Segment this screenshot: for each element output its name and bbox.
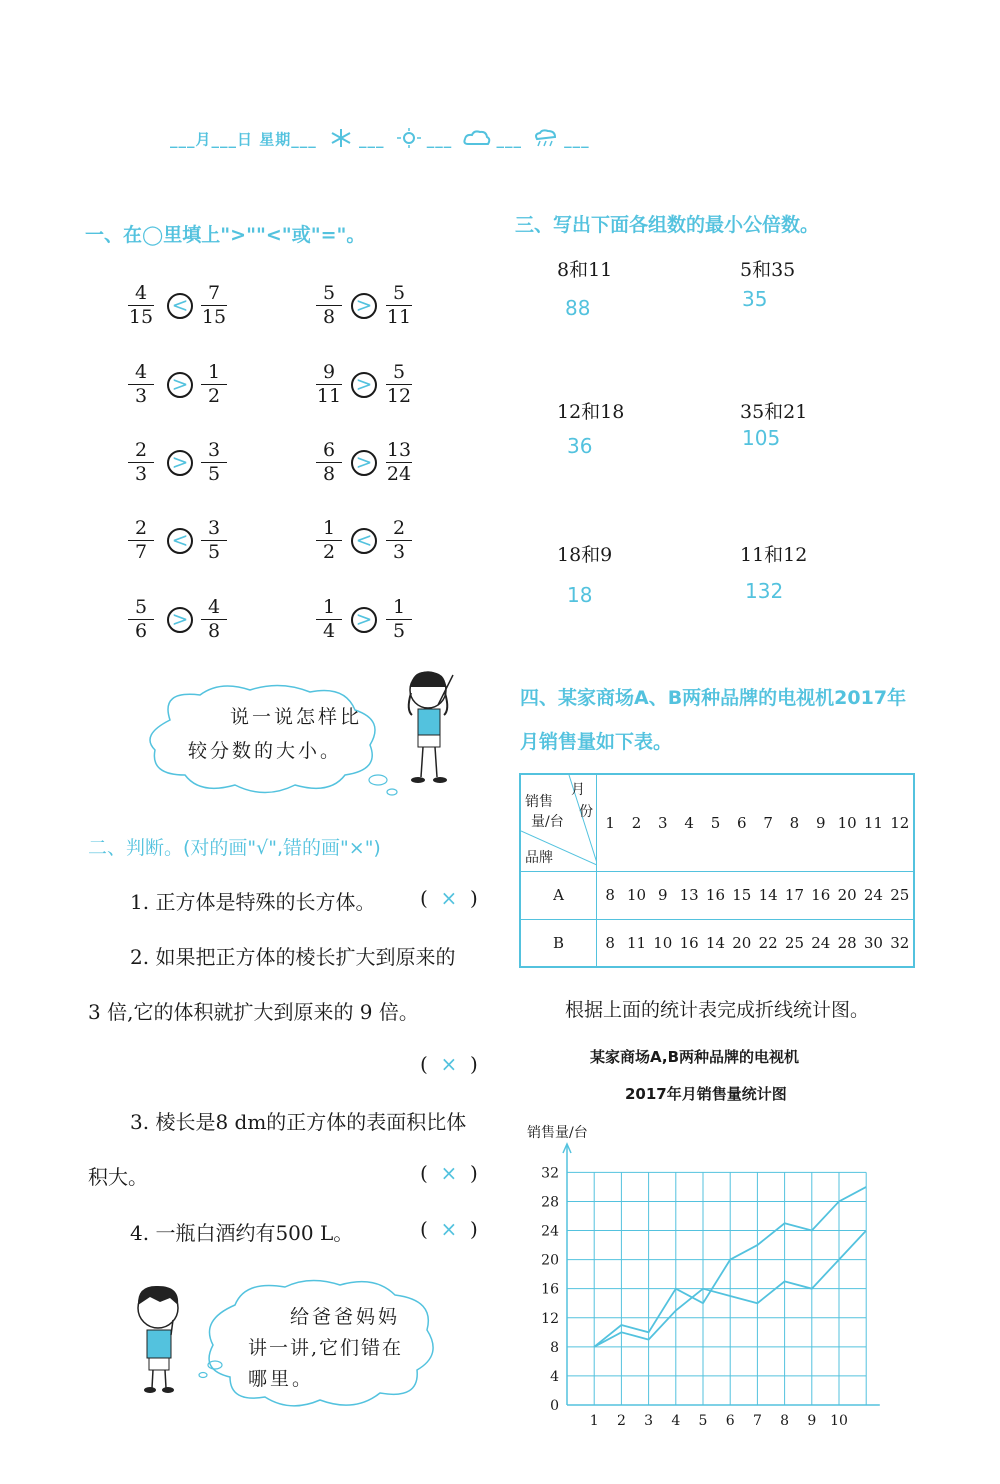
numerator: 13 — [386, 439, 412, 461]
denominator: 2 — [322, 541, 336, 564]
chart-title: 某家商场A,B两种品牌的电视机 — [590, 1048, 800, 1066]
y-tick-label: 24 — [541, 1223, 559, 1240]
section4-title-line1: 四、某家商场A、B两种品牌的电视机2017年 — [520, 687, 907, 709]
x-tick-label: 5 — [698, 1413, 708, 1429]
denominator: 6 — [134, 620, 148, 643]
y-tick-label: 4 — [550, 1368, 559, 1385]
fraction — [316, 518, 342, 563]
corner-month-2: 份 — [579, 804, 593, 820]
denominator: 2 — [207, 385, 221, 408]
brand-cell: B — [520, 919, 597, 967]
comparison-sign: > — [171, 450, 189, 474]
table-cell: 8 — [605, 933, 615, 952]
cloud-icon — [462, 128, 492, 152]
comparison-circle[interactable] — [167, 607, 193, 633]
numerator: 4 — [134, 361, 148, 383]
denominator: 24 — [386, 463, 412, 486]
table-row — [520, 871, 914, 919]
table-cell: 11 — [863, 813, 883, 832]
numerator: 7 — [207, 282, 221, 304]
lcm-answer: 35 — [742, 287, 768, 311]
numerator: 1 — [322, 596, 336, 618]
table-cell: 6 — [737, 813, 747, 832]
section3-title: 三、写出下面各组数的最小公倍数。 — [515, 214, 820, 236]
fraction — [128, 518, 154, 563]
section1-title: 一、在◯里填上">""<"或"="。 — [85, 224, 366, 246]
numerator: 5 — [392, 282, 406, 304]
judge-mark-3: ( × ) — [420, 1161, 478, 1185]
denominator: 15 — [201, 306, 227, 329]
numerator: 5 — [392, 361, 406, 383]
lcm-question: 12和18 — [557, 401, 625, 423]
table-cell: 1 — [605, 813, 615, 832]
judge-item-4: 4. 一瓶白酒约有500 L。 — [130, 1221, 354, 1245]
fraction — [386, 362, 412, 407]
corner-sales-2: 量/台 — [531, 814, 564, 830]
judge-mark-2: ( × ) — [420, 1052, 478, 1076]
denominator: 3 — [134, 463, 148, 486]
comparison-circle[interactable] — [351, 528, 377, 554]
section2-title: 二、判断。(对的画"√",错的画"×") — [88, 837, 381, 859]
fraction — [386, 440, 412, 485]
lcm-question: 8和11 — [557, 259, 613, 281]
comparison-sign: < — [171, 528, 189, 552]
comparison-circle[interactable] — [167, 293, 193, 319]
comparison-circle[interactable] — [167, 528, 193, 554]
comparison-circle[interactable] — [351, 293, 377, 319]
brand-cell: A — [520, 871, 597, 919]
comparison-circle[interactable] — [351, 607, 377, 633]
sun-icon — [395, 128, 423, 152]
denominator: 12 — [386, 385, 412, 408]
fraction — [386, 597, 412, 642]
comparison-sign: > — [355, 372, 373, 396]
table-cell: 24 — [863, 886, 883, 904]
comparison-sign: > — [171, 372, 189, 396]
snow-icon — [327, 128, 355, 152]
fraction — [316, 597, 342, 642]
fraction — [386, 518, 412, 563]
denominator: 3 — [392, 541, 406, 564]
corner-sales-1: 销售 — [525, 794, 553, 810]
table-cell: 25 — [890, 886, 910, 904]
y-tick-label: 32 — [541, 1165, 559, 1182]
table-cell: 9 — [658, 886, 668, 904]
denominator: 4 — [322, 620, 336, 643]
numerator: 2 — [392, 517, 406, 539]
comparison-sign: < — [171, 293, 189, 317]
table-cell: 5 — [710, 813, 721, 832]
chart-subtitle: 2017年月销售量统计图 — [625, 1085, 787, 1103]
date-header — [170, 128, 590, 152]
blank: ___ — [496, 130, 522, 149]
table-cell: 10 — [626, 886, 647, 904]
x-tick-label: 7 — [752, 1413, 762, 1429]
judge-item-1: 1. 正方体是特殊的长方体。 — [130, 890, 376, 914]
chart-instruction: 根据上面的统计表完成折线统计图。 — [565, 999, 870, 1021]
fraction — [201, 362, 227, 407]
table-cell: 10 — [837, 813, 857, 832]
boy-illustration — [125, 1280, 195, 1395]
blank: ___ — [564, 130, 590, 149]
x-tick-label: 2 — [616, 1413, 626, 1429]
x-tick-label: 10 — [830, 1413, 848, 1429]
denominator: 11 — [386, 306, 412, 329]
y-tick-label: 8 — [550, 1339, 559, 1356]
bubble-line-1: 说一说怎样比 — [230, 706, 363, 728]
judge-mark-1: ( × ) — [420, 886, 478, 910]
y-tick-label: 12 — [541, 1310, 559, 1327]
denominator: 7 — [134, 541, 148, 564]
fraction — [201, 597, 227, 642]
fraction — [128, 597, 154, 642]
lcm-question: 18和9 — [557, 544, 613, 566]
x-tick-label: 9 — [807, 1413, 817, 1429]
judge-item-2-cont: 3 倍,它的体积就扩大到原来的 9 倍。 — [88, 1000, 419, 1024]
table-cell: 14 — [758, 886, 778, 904]
table-cell: 16 — [811, 886, 831, 904]
y-tick-label: 28 — [541, 1194, 559, 1211]
table-cell: 20 — [732, 933, 752, 952]
table-cell: 9 — [816, 813, 826, 832]
denominator: 5 — [207, 541, 221, 564]
numerator: 1 — [322, 517, 336, 539]
y-tick-label: 20 — [541, 1252, 559, 1269]
x-tick-label: 1 — [589, 1413, 599, 1429]
judge-item-2: 2. 如果把正方体的棱长扩大到原来的 — [130, 945, 456, 969]
comparison-sign: < — [355, 528, 373, 552]
table-cell: 15 — [732, 886, 752, 904]
table-cell: 25 — [784, 933, 804, 952]
numerator: 2 — [134, 439, 148, 461]
lcm-question: 35和21 — [740, 401, 808, 423]
fraction — [201, 283, 227, 328]
answer-mark: × — [440, 1161, 458, 1185]
comparison-sign: > — [355, 293, 373, 317]
lcm-question: 11和12 — [740, 544, 808, 566]
table-cell: 4 — [684, 813, 694, 832]
x-tick-label: 8 — [780, 1413, 790, 1429]
line-chart — [515, 1120, 885, 1435]
table-cell: 8 — [789, 813, 800, 832]
numerator: 5 — [134, 596, 148, 618]
table-cell: 8 — [605, 886, 615, 904]
table-cell: 11 — [626, 933, 647, 952]
month-row — [597, 774, 915, 871]
table-cell: 17 — [784, 886, 804, 904]
numerator: 2 — [134, 517, 148, 539]
bubble2-line-1: 给爸爸妈妈 — [290, 1306, 401, 1328]
table-cell: 12 — [890, 813, 910, 832]
lcm-answer: 88 — [565, 296, 591, 320]
comparison-circle[interactable] — [351, 372, 377, 398]
comparison-circle[interactable] — [351, 450, 377, 476]
fraction — [201, 518, 227, 563]
fraction — [128, 362, 154, 407]
fraction — [128, 283, 154, 328]
denominator: 15 — [128, 306, 154, 329]
x-tick-label: 6 — [725, 1413, 735, 1429]
denominator: 11 — [316, 385, 342, 408]
table-cell: 10 — [653, 933, 673, 952]
answer-mark: × — [440, 1217, 458, 1241]
judge-mark-4: ( × ) — [420, 1217, 478, 1241]
girl-illustration — [398, 665, 468, 790]
answer-mark: × — [440, 886, 458, 910]
y-tick-label: 0 — [550, 1398, 559, 1414]
numerator: 5 — [322, 282, 336, 304]
numerator: 6 — [322, 439, 336, 461]
bubble2-line-2: 讲一讲,它们错在 — [248, 1337, 404, 1359]
fraction — [128, 440, 154, 485]
table-cell: 20 — [837, 886, 857, 904]
table-cell: 7 — [763, 813, 773, 832]
denominator: 8 — [207, 620, 221, 643]
numerator: 9 — [322, 361, 336, 383]
numerator: 1 — [392, 596, 406, 618]
fraction — [316, 283, 342, 328]
table-cell: 16 — [705, 886, 726, 904]
sales-table — [519, 773, 915, 968]
bubble2-line-3: 哪里。 — [248, 1368, 315, 1390]
lcm-answer: 105 — [742, 426, 781, 450]
denominator: 5 — [207, 463, 221, 486]
y-axis-label: 销售量/台 — [527, 1125, 588, 1141]
section4-title-line2: 月销售量如下表。 — [520, 731, 673, 753]
judge-item-3-cont: 积大。 — [88, 1165, 148, 1189]
numerator: 4 — [207, 596, 221, 618]
lcm-question: 5和35 — [740, 259, 796, 281]
fraction — [386, 283, 412, 328]
table-cell: 14 — [705, 933, 726, 952]
denominator: 3 — [134, 385, 148, 408]
x-tick-label: 3 — [644, 1413, 654, 1429]
lcm-answer: 18 — [567, 583, 593, 607]
answer-mark: × — [440, 1052, 458, 1076]
table-cell: 3 — [658, 813, 668, 832]
denominator: 5 — [392, 620, 406, 643]
comparison-sign: > — [355, 450, 373, 474]
blank: ___ — [358, 130, 385, 149]
numerator: 1 — [207, 361, 221, 383]
bubble-line-2: 较分数的大小。 — [188, 740, 343, 762]
corner-month-1: 月 — [571, 782, 585, 798]
judge-item-3: 3. 棱长是8 dm的正方体的表面积比体 — [130, 1110, 467, 1134]
denominator: 8 — [322, 463, 336, 486]
x-tick-label: 4 — [671, 1413, 681, 1429]
table-cell: 28 — [837, 933, 857, 952]
values-cell — [597, 919, 915, 967]
numerator: 4 — [134, 282, 148, 304]
table-cell: 16 — [679, 933, 699, 952]
table-cell: 13 — [679, 886, 699, 904]
blank: ___ — [426, 130, 453, 149]
numerator: 3 — [207, 517, 221, 539]
comparison-sign: > — [355, 607, 373, 631]
y-tick-label: 16 — [541, 1281, 559, 1298]
date-line: ___月___日 星期___ — [170, 130, 317, 149]
table-cell: 2 — [631, 813, 642, 832]
table-row — [520, 919, 914, 967]
values-cell — [597, 871, 915, 919]
corner-brand: 品牌 — [525, 850, 553, 866]
fraction — [201, 440, 227, 485]
lcm-answer: 132 — [745, 579, 784, 603]
table-cell: 22 — [758, 933, 778, 952]
fraction — [316, 362, 342, 407]
lcm-answer: 36 — [567, 434, 593, 458]
numerator: 3 — [207, 439, 221, 461]
denominator: 8 — [322, 306, 336, 329]
comparison-circle[interactable] — [167, 450, 193, 476]
table-cell: 32 — [890, 933, 910, 952]
table-cell: 24 — [811, 933, 831, 952]
comparison-circle[interactable] — [167, 372, 193, 398]
rain-icon — [532, 128, 560, 152]
corner-cell — [520, 774, 597, 871]
comparison-sign: > — [171, 607, 189, 631]
fraction — [316, 440, 342, 485]
table-cell: 30 — [863, 933, 883, 952]
